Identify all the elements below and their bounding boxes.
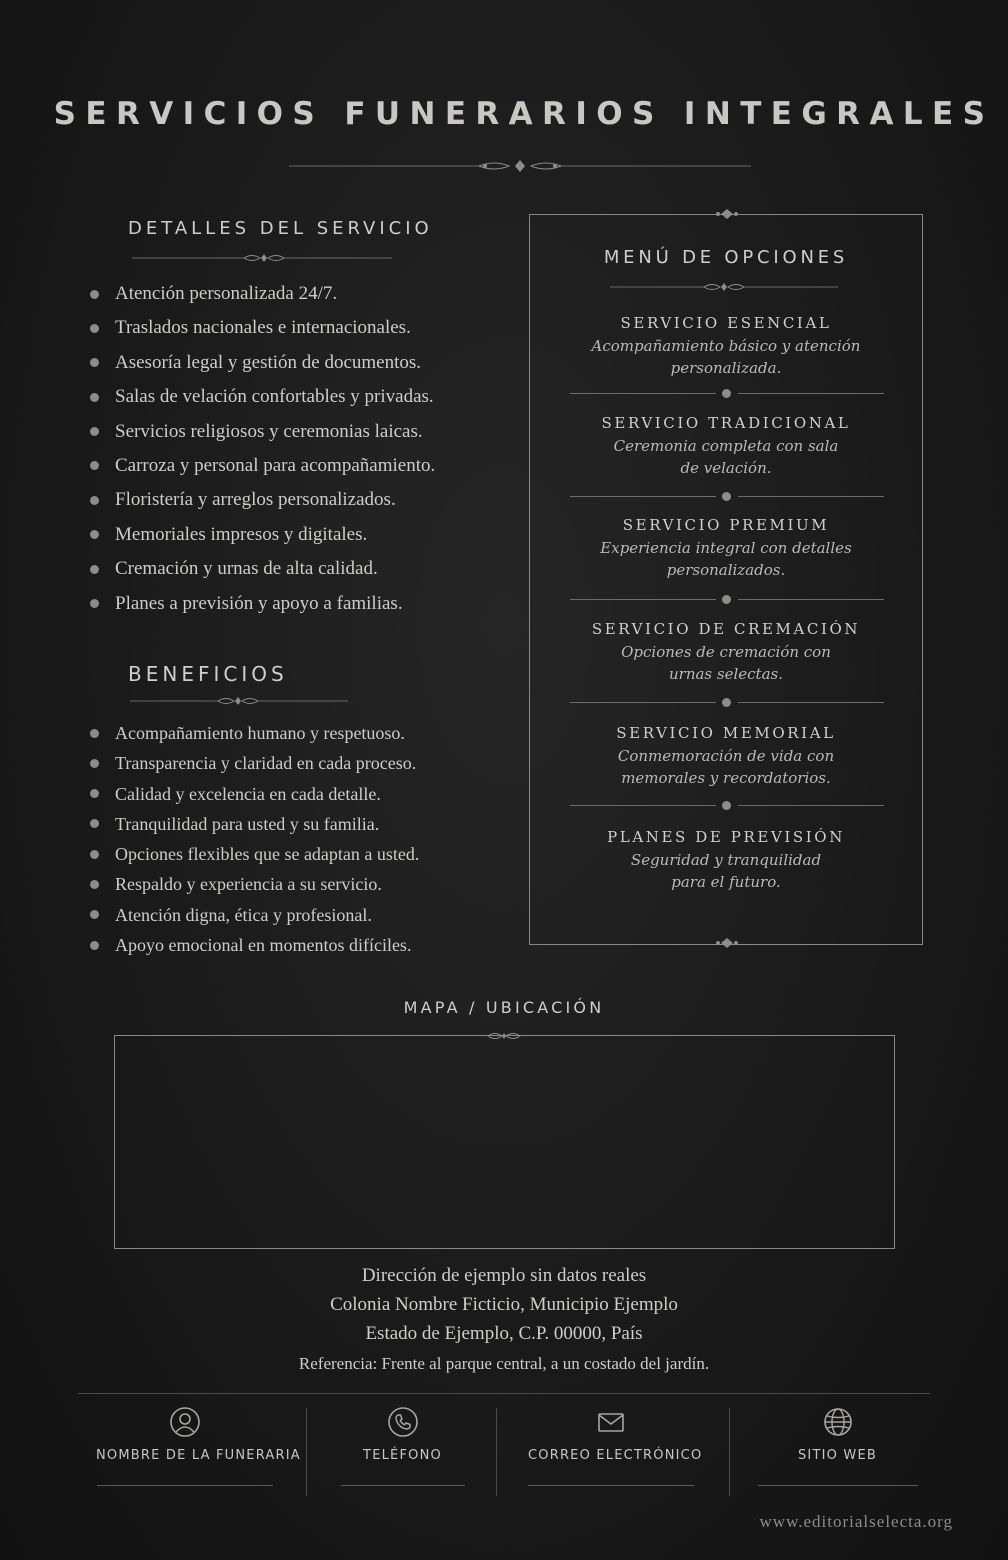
address-line: Estado de Ejemplo, C.P. 00000, País	[365, 1323, 643, 1344]
list-item: Servicios religiosos y ceremonias laicas.	[89, 415, 509, 449]
diamond-ornament-top	[712, 208, 742, 220]
details-heading: DETALLES DEL SERVICIO	[128, 218, 433, 239]
mail-icon	[595, 1406, 627, 1438]
list-item: Apoyo emocional en momentos difíciles.	[89, 930, 509, 960]
menu-item-description: personalizada.	[670, 359, 782, 377]
list-item: Atención digna, ética y profesional.	[89, 900, 509, 930]
menu-item-description: Ceremonia completa con sala	[613, 437, 839, 455]
contact-separator	[306, 1408, 307, 1496]
menu-item-premium	[530, 516, 922, 581]
address-line: Colonia Nombre Ficticio, Municipio Ejemplo	[330, 1294, 678, 1315]
list-item: Opciones flexibles que se adaptan a usted.	[89, 839, 509, 869]
contact-label: NOMBRE DE LA FUNERARIA	[96, 1448, 301, 1463]
benefits-ornament	[130, 694, 348, 708]
contact-label: CORREO ELECTRÓNICO	[528, 1448, 703, 1463]
menu-box	[529, 214, 923, 945]
list-item: Cremación y urnas de alta calidad.	[89, 552, 509, 586]
website-url[interactable]: www.editorialselecta.org	[759, 1512, 953, 1531]
list-item: Acompañamiento humano y respetuoso.	[89, 718, 509, 748]
menu-divider	[570, 800, 884, 812]
list-item: Transparencia y claridad en cada proceso.	[89, 748, 509, 778]
menu-item-tradicional	[530, 414, 922, 479]
list-item: Traslados nacionales e internacionales.	[89, 311, 509, 345]
map-heading: MAPA / UBICACIÓN	[403, 998, 605, 1017]
page-title: SERVICIOS FUNERARIOS INTEGRALES	[53, 96, 995, 132]
list-item: Floristería y arreglos personalizados.	[89, 483, 509, 517]
list-item: Planes a previsión y apoyo a familias.	[89, 587, 509, 621]
menu-item-title: PLANES DE PREVISIÓN	[607, 828, 845, 846]
menu-item-title: SERVICIO DE CREMACIÓN	[591, 620, 861, 638]
benefits-list	[89, 718, 509, 960]
menu-item-title: SERVICIO TRADICIONAL	[601, 414, 851, 432]
menu-item-title: SERVICIO ESENCIAL	[620, 314, 832, 332]
menu-item-description: Experiencia integral con detalles	[600, 539, 852, 557]
map-frame[interactable]	[114, 1035, 895, 1249]
menu-item-description: Conmemoración de vida con	[617, 747, 835, 765]
menu-item-prevision	[530, 828, 922, 893]
menu-item-description: Seguridad y tranquilidad	[630, 851, 822, 869]
contact-label: SITIO WEB	[797, 1448, 877, 1463]
menu-divider	[570, 388, 884, 400]
title-ornament	[289, 158, 751, 174]
contact-label: TELÉFONO	[363, 1448, 442, 1463]
menu-item-description: Opciones de cremación con	[621, 643, 831, 661]
menu-divider	[570, 594, 884, 606]
contact-name[interactable]	[96, 1406, 301, 1486]
map-ornament	[486, 1030, 522, 1042]
list-item: Calidad y excelencia en cada detalle.	[89, 779, 509, 809]
list-item: Asesoría legal y gestión de documentos.	[89, 346, 509, 380]
list-item: Tranquilidad para usted y su familia.	[89, 809, 509, 839]
globe-icon	[822, 1406, 854, 1438]
footer-divider	[78, 1393, 930, 1394]
user-icon	[169, 1406, 201, 1438]
menu-divider	[570, 697, 884, 709]
contact-email[interactable]	[528, 1406, 703, 1486]
contact-website[interactable]	[757, 1406, 918, 1486]
menu-item-description: de velación.	[680, 459, 772, 477]
menu-item-description: personalizados.	[666, 561, 786, 579]
list-item: Atención personalizada 24/7.	[89, 277, 509, 311]
benefits-heading: BENEFICIOS	[128, 662, 288, 686]
details-list	[89, 277, 509, 621]
menu-ornament	[610, 280, 838, 294]
menu-item-title: SERVICIO MEMORIAL	[616, 724, 836, 742]
phone-icon	[387, 1406, 419, 1438]
list-item: Respaldo y experiencia a su servicio.	[89, 869, 509, 899]
menu-divider	[570, 491, 884, 503]
menu-item-title: SERVICIO PREMIUM	[622, 516, 830, 534]
menu-item-cremacion	[530, 620, 922, 685]
menu-item-description: para el futuro.	[671, 873, 781, 891]
menu-item-description: memorales y recordatorios.	[621, 769, 831, 787]
contact-separator	[729, 1408, 730, 1496]
menu-item-esencial	[530, 314, 922, 379]
list-item: Salas de velación confortables y privadas.	[89, 380, 509, 414]
address-line: Dirección de ejemplo sin datos reales	[361, 1265, 647, 1286]
diamond-ornament-bottom	[712, 937, 742, 949]
contact-separator	[496, 1408, 497, 1496]
list-item: Carroza y personal para acompañamiento.	[89, 449, 509, 483]
list-item: Memoriales impresos y digitales.	[89, 518, 509, 552]
address-reference: Referencia: Frente al parque central, a un costado del jardín.	[298, 1354, 710, 1373]
menu-item-description: Acompañamiento básico y atención	[591, 337, 861, 355]
menu-item-memorial	[530, 724, 922, 789]
contact-phone[interactable]	[340, 1406, 465, 1486]
menu-item-description: urnas selectas.	[669, 665, 783, 683]
details-ornament	[132, 251, 392, 265]
menu-heading: MENÚ DE OPCIONES	[603, 247, 849, 268]
